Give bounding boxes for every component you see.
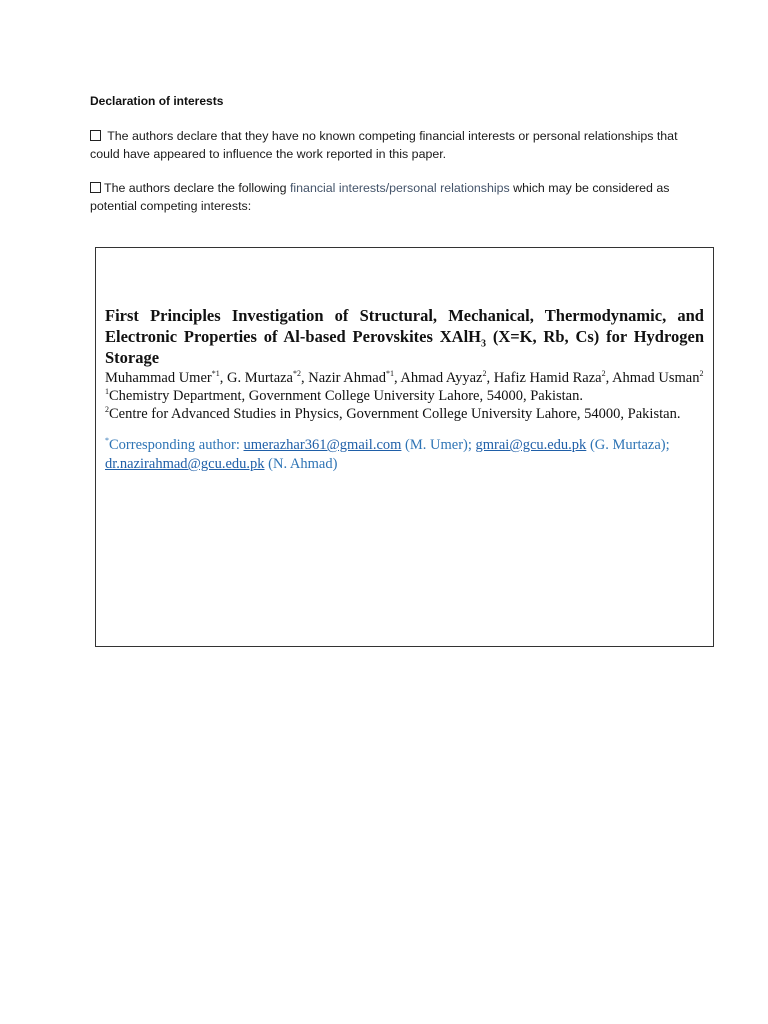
- corresponding-name-umer: (M. Umer);: [401, 437, 476, 453]
- corresponding-label: Corresponding author:: [109, 437, 244, 453]
- email-link-umer[interactable]: umerazhar361@gmail.com: [243, 437, 402, 453]
- author: G. Murtaza$^{*2}$,: [226, 369, 309, 386]
- author-list: [105, 369, 704, 387]
- email-link-murtaza[interactable]: gmrai@gcu.edu.pk: [475, 437, 587, 453]
- corresponding-star: *: [105, 436, 109, 446]
- declaration-heading: Declaration of interests: [90, 94, 224, 108]
- author: Hafiz Hamid Raza$^2$,: [493, 369, 613, 386]
- author: Muhammad Umer$^{*1}$,: [105, 369, 227, 386]
- affiliation-1: $^1$Chemistry Department, Government College University Lahore, 54000, Pakistan.: [105, 387, 583, 404]
- corresponding-name-ahmad: (N. Ahmad): [264, 456, 338, 472]
- conflict-interests-link: financial interests/personal relationships: [289, 181, 510, 195]
- conflict-text-before: The authors declare the following: [104, 181, 290, 195]
- conflict-text-after: which may be considered as potential competing interests:: [90, 181, 670, 213]
- author: Ahmad Usman$^2$: [612, 369, 704, 386]
- paper-title: First Principles Investigation of Structural, Mechanical, Thermodynamic, and Electronic Properties of Al-based Perovskites XAlH$_3$ (X=K, Rb, Cs) for Hydrogen Storage: [105, 306, 704, 367]
- no-conflict-text: The authors declare that they have no known competing financial interests or personal relationships that could have appeared to influence the work reported in this paper.: [90, 129, 678, 161]
- corresponding-author: [105, 436, 704, 474]
- conflict-checkbox[interactable]: [90, 182, 101, 193]
- corresponding-name-murtaza: (G. Murtaza);: [586, 437, 670, 453]
- paper-block: [105, 305, 704, 474]
- author: Nazir Ahmad$^{*1}$,: [308, 369, 401, 386]
- no-conflict-checkbox[interactable]: [90, 130, 101, 141]
- email-link-ahmad[interactable]: dr.nazirahmad@gcu.edu.pk: [105, 456, 265, 472]
- declaration-option-no-conflict: [90, 128, 680, 163]
- affiliation-2: $^2$Centre for Advanced Studies in Physics, Government College University Lahore, 54000, Pakistan.: [105, 405, 681, 422]
- author: Ahmad Ayyaz$^2$,: [400, 369, 494, 386]
- declaration-option-conflict: [90, 180, 680, 215]
